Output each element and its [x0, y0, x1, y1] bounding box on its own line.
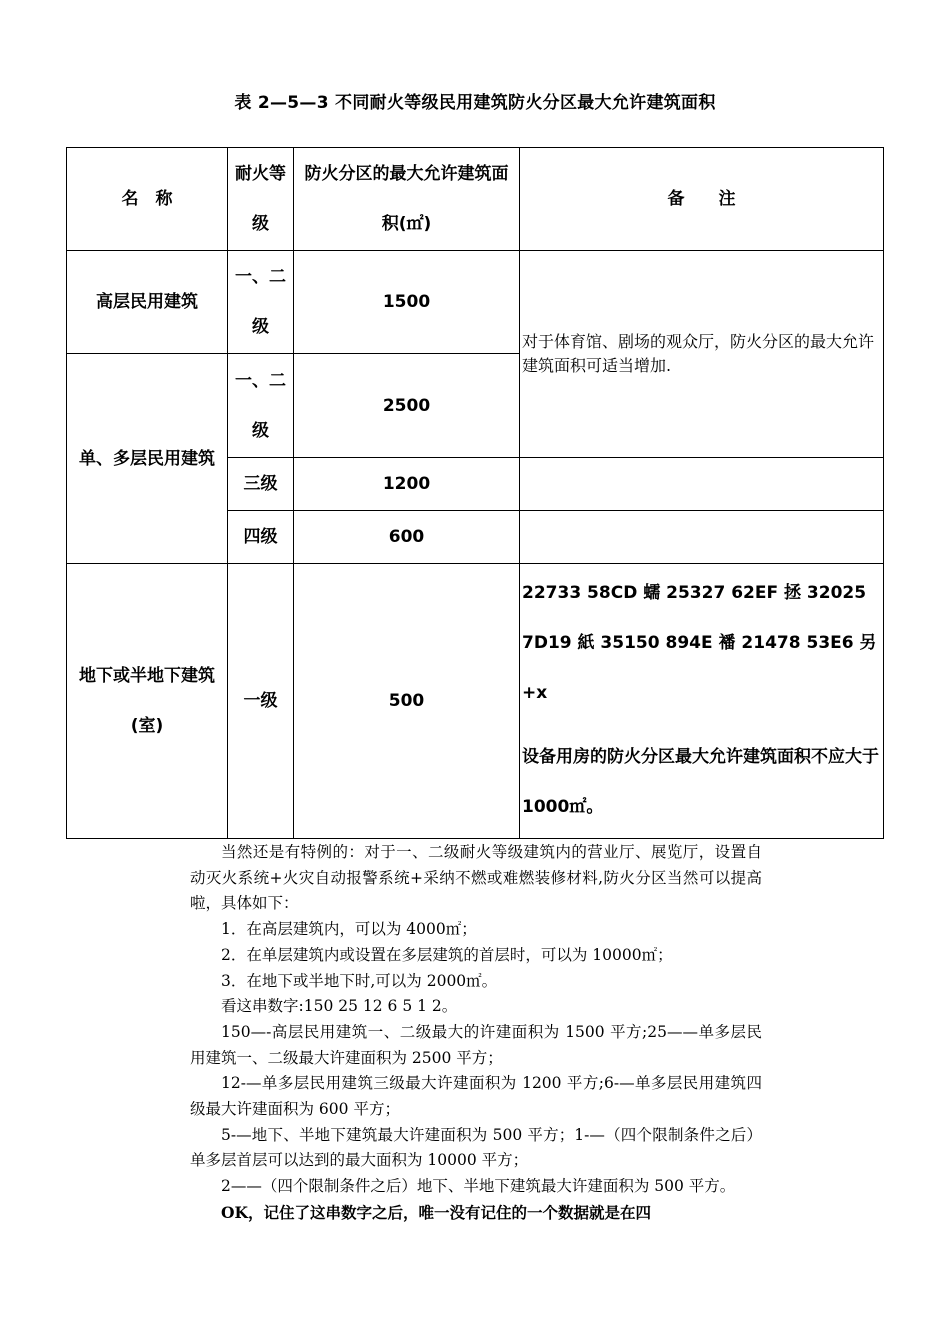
- table-row: [67, 564, 884, 839]
- paragraph: 12-—单多层民用建筑三级最大许建面积为 1200 平方;6-—单多层民用建筑四级最大许建面积为 600 平方；: [190, 1074, 762, 1119]
- cell-rating: 三级: [228, 458, 294, 511]
- cell-area: 500: [294, 564, 520, 839]
- cell-remark-empty: [520, 458, 884, 511]
- cell-area: 2500: [294, 354, 520, 458]
- table-title: 表 2—5—3 不同耐火等级民用建筑防火分区最大允许建筑面积: [234, 93, 716, 113]
- cell-remark-upper: 对于体育馆、剧场的观众厅，防火分区的最大允许建筑面积可适当增加.: [520, 251, 884, 458]
- paragraph: 1．在高层建筑内，可以为 4000㎡；: [221, 920, 477, 939]
- paragraph: 3．在地下或半地下时,可以为 2000㎡。: [221, 971, 498, 990]
- header-rating: 耐火等级: [228, 148, 294, 251]
- remark-code-text: 22733 58CD 蠕 25327 62EF 拯 32025 7D19 紙 35150 894E 襎 21478 53E6 另 +x: [522, 583, 877, 703]
- cell-remark-lower: [520, 564, 884, 839]
- paragraph: 2．在单层建筑内或设置在多层建筑的首层时，可以为 10000㎡；: [221, 945, 673, 964]
- table-row: [67, 251, 884, 354]
- cell-name: 单、多层民用建筑: [67, 354, 228, 564]
- paragraph: 当然还是有特例的：对于一、二级耐火等级建筑内的营业厅、展览厅，设置自动灭火系统+火灾自动报警系统+采纳不燃或难燃装修材料,防火分区当然可以提高啦，具体如下：: [190, 843, 762, 913]
- cell-rating: 四级: [228, 511, 294, 564]
- header-name: 名 称: [67, 148, 228, 251]
- header-area: 防火分区的最大允许建筑面积(㎡): [294, 148, 520, 251]
- cell-rating: 一、二级: [228, 251, 294, 354]
- cell-rating: 一、二级: [228, 354, 294, 458]
- cell-remark-empty: [520, 511, 884, 564]
- body-text: [190, 840, 762, 1226]
- paragraph: 5-—地下、半地下建筑最大许建面积为 500 平方；1-—（四个限制条件之后）单多层首层可以达到的最大面积为 10000 平方；: [190, 1125, 762, 1170]
- header-remark: 备 注: [520, 148, 884, 251]
- cell-area: 600: [294, 511, 520, 564]
- paragraph: 150—-高层民用建筑一、二级最大的许建面积为 1500 平方;25——单多层民用建筑一、二级最大许建面积为 2500 平方；: [190, 1022, 762, 1067]
- cell-name: 高层民用建筑: [67, 251, 228, 354]
- remark-equipment-text: 设备用房的防火分区最大允许建筑面积不应大于 1000㎡。: [522, 747, 879, 817]
- paragraph: OK，记住了这串数字之后，唯一没有记住的一个数据就是在四: [221, 1202, 651, 1222]
- cell-area: 1200: [294, 458, 520, 511]
- fire-compartment-table: [66, 147, 884, 839]
- cell-name: 地下或半地下建筑(室): [67, 564, 228, 839]
- paragraph: 2——（四个限制条件之后）地下、半地下建筑最大许建面积为 500 平方。: [221, 1177, 736, 1196]
- cell-rating: 一级: [228, 564, 294, 839]
- cell-area: 1500: [294, 251, 520, 354]
- paragraph: 看这串数字:150 25 12 6 5 1 2。: [221, 997, 458, 1016]
- table-header-row: [67, 148, 884, 251]
